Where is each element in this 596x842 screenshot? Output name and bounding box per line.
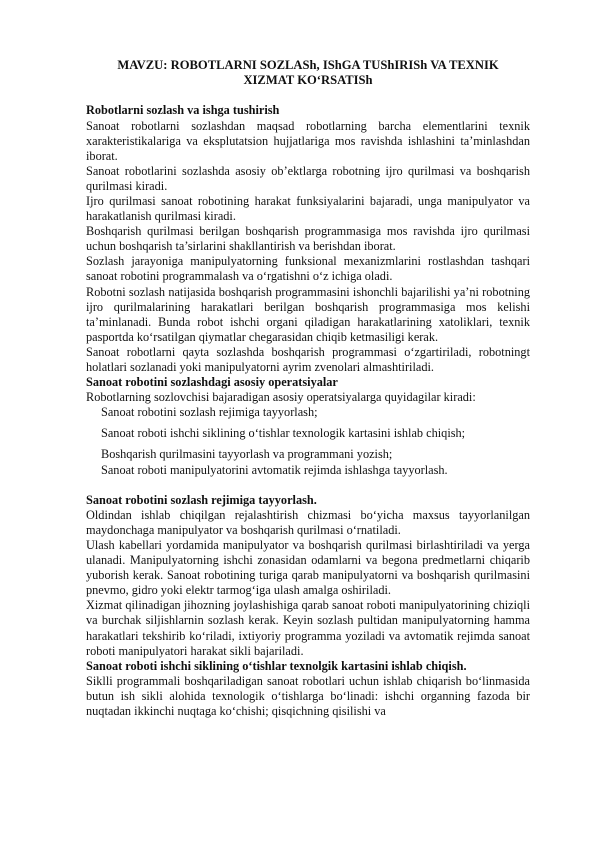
document-title <box>86 58 530 88</box>
title-line-2: XIZMAT KO‘RSATISh <box>243 73 373 88</box>
section-heading: Sanoat roboti ishchi siklining o‘tishlar texnolgik kartasini ishlab chiqish. <box>86 658 467 673</box>
list-item: Sanoat roboti manipulyatorini avtomatik rejimda ishlashga tayyorlash. <box>101 462 448 477</box>
section-preparation <box>86 493 530 659</box>
section-heading: Robotlarni sozlash va ishga tushirish <box>86 103 280 118</box>
section-technological-card <box>86 659 530 719</box>
title-line-1: MAVZU: ROBOTLARNI SOZLASh, IShGA TUShIRISh VA TEXNIK <box>117 58 499 72</box>
spacer <box>86 478 530 493</box>
list-item: Sanoat robotini sozlash rejimiga tayyorlash; <box>101 405 318 420</box>
list-item: Boshqarish qurilmasini tayyorlash va programmani yozish; <box>101 447 393 462</box>
paragraph: Ijro qurilmasi sanoat robotining harakat funksiyalarini bajaradi, unga manipulyator va harakatlanish qurilmasi kiradi. <box>86 193 530 224</box>
paragraph: Xizmat qilinadigan jihozning joylashishiga qarab sanoat roboti manipulyatorining chiziqli va burchak siljishlarnin sozlash kerak. Keyin sozlash pultidan manipulyatorning hamma harakatlari tekshirib ko‘riladi, ixtiyoriy programma yoziladi va avtomatik rejimda sanoat roboti manipulyatori harakat sikli bajariladi. <box>86 598 530 658</box>
operations-list <box>86 405 530 477</box>
section-main-operations <box>86 375 530 478</box>
section-setup-and-launch <box>86 103 530 375</box>
paragraph: Sozlash jarayoniga manipulyatorning funksional mexanizmlarini rostlashdan tashqari sanoat robotini programmalash va o‘rgatishni o‘z ichiga oladi. <box>86 254 530 284</box>
paragraph: Ulash kabellari yordamida manipulyator va boshqarish qurilmasi birlashtiriladi va yerga ulanadi. Manipulyatorning ishchi zonasidan odamlarni va begona predmetlarni chiqarib yuborish kerak. Sanoat robotining turiga qarab manipulyatorni va boshqarish qurilmasini pnevmo, gidro yoki elektr tarmog‘iga ulash amalga oshiriladi. <box>86 537 530 598</box>
paragraph: Sanoat robotlarini sozlashda asosiy ob’ektlarga robotning ijro qurilmasi va boshqarish qurilmasi kiradi. <box>86 163 530 193</box>
paragraph: Sanoat robotlarni qayta sozlashda boshqarish programmasi o‘zgartiriladi, robotningt holatlari sozlanadi yoki manipulyatorni ayrim zvenolari almashtiriladi. <box>86 344 530 374</box>
paragraph: Robotlarning sozlovchisi bajaradigan asosiy operatsiyalarga quyidagilar kiradi: <box>86 390 476 405</box>
paragraph: Oldindan ishlab chiqilgan rejalashtirish chizmasi bo‘yicha maxsus tayyorlanilgan maydonchaga manipulyator va boshqarish qurilmasi o‘rnatiladi. <box>86 507 530 537</box>
paragraph: Siklli programmali boshqariladigan sanoat robotlari uchun ishlab chiqarish bo‘linmasida butun ish sikli alohida texnologik o‘tishlarga bo‘linadi: ishchi organning fazoda bir nuqtadan ikkinchi nuqtaga ko‘chishi; qisqichning qisilishi va <box>86 673 530 718</box>
paragraph: Boshqarish qurilmasi berilgan boshqarish programmasiga mos ravishda ijro qurilmasi uchun boshqarish ta’sirlarini shakllantirish va berishdan iborat. <box>86 224 530 254</box>
list-item: Sanoat roboti ishchi siklining o‘tishlar texnologik kartasini ishlab chiqish; <box>101 426 466 441</box>
document-page <box>86 58 530 719</box>
paragraph: Robotni sozlash natijasida boshqarish programmasini ishonchli bajarilishi ya’ni robotning ijro qurilmalarining harakatlari berilgan boshqarish programmasiga mos kelishi ta’minlanadi. Bunda robot ishchi organi qiladigan harakatlarining xatoliklari, texnik pasportda ko‘rsatilgan qiymatlar chegarasidan chiqib ketmasiligi kerak. <box>86 284 530 344</box>
section-heading: Sanoat robotini sozlash rejimiga tayyorlash. <box>86 492 317 507</box>
section-heading: Sanoat robotini sozlashdagi asosiy operatsiyalar <box>86 375 338 390</box>
paragraph: Sanoat robotlarni sozlashdan maqsad robotlarning barcha elementlarini texnik xarakteristikalariga va eksplutatsion hujjatlariga mos ravishda ishlashini ta’minlashdan iborat. <box>86 118 530 163</box>
